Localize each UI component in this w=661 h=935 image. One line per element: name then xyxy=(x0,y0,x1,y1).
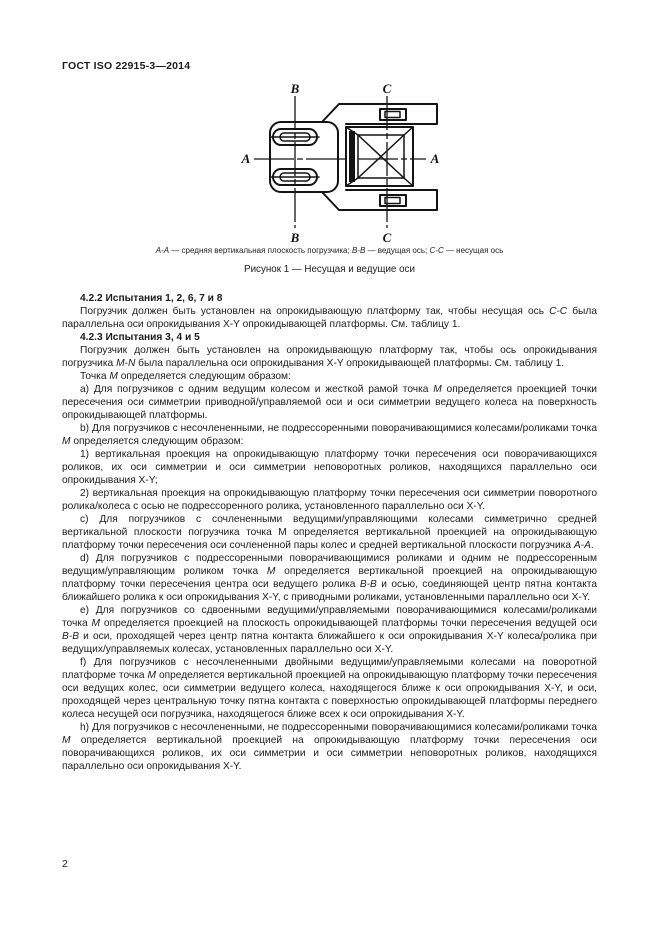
list-item-b-1: 1) вертикальная проекция на опрокидывающую платформу точки пересечения оси поворачивающихся роликов, их оси симметрии и оси симметрии неповоротных роликов, находящихся параллельно оси опрокидывания X-Y; xyxy=(62,449,597,486)
battery-bar xyxy=(349,131,355,182)
section-4-2-2-heading: 4.2.2 Испытания 1, 2, 6, 7 и 8 xyxy=(80,293,223,304)
truck-left-body xyxy=(270,122,338,192)
list-item-h: h) Для погрузчиков с несочлененными, не подрессоренными поворачивающимися колесами/роликами точка M определяется вертикальной проекцией на опрокидывающую платформу точки пересечения оси поворачивающихся роликов, их оси симметрии и оси симметрии неповоротных роликов, находящихся параллельно оси опрокидывания X-Y. xyxy=(62,722,597,772)
axis-label-c-top: C xyxy=(382,82,392,96)
carrying-wheel-bottom xyxy=(380,195,406,206)
page-number: 2 xyxy=(62,858,68,870)
list-item-b: b) Для погрузчиков с несочлененными, не подрессоренными поворачивающимися колесами/роликами точка M определяется следующим образом: xyxy=(62,423,597,447)
axis-label-b-top: B xyxy=(290,82,300,96)
section-4-2-3-heading: 4.2.3 Испытания 3, 4 и 5 xyxy=(80,332,200,343)
body-text xyxy=(62,292,597,773)
axis-label-c-bottom: C xyxy=(382,230,392,245)
figure-1-diagram xyxy=(238,82,443,247)
axis-label-b-bottom: B xyxy=(290,230,300,245)
axis-label-a-left: A xyxy=(241,151,251,166)
list-item-c: c) Для погрузчиков с сочлененными ведущими/управляющими колесами симметрично средней вертикальной плоскости погрузчика точка М определяется вертикальной проекцией на опрокидывающую платформу точки пересечения оси сочлененной пары колес и средней вертикальной плоскости погрузчика A-A. xyxy=(62,514,597,551)
section-4-2-3-text: Погрузчик должен быть установлен на опрокидывающую платформу так, чтобы ось опрокидывания погрузчика M-N была параллельна оси опрокидывания X-Y опрокидывающей платформы. См. таблицу 1. xyxy=(62,345,597,369)
list-item-e: e) Для погрузчиков со сдвоенными ведущими/управляемыми поворачивающимися колесами/роликами точка M определяется проекцией на плоскость опрокидывающей платформы точки пересечения ведущей оси B-B и оси, проходящей через центр пятна контакта ближайшего к оси опрокидывания X-Y колеса/ролика при ведущих/управляемых колесах, установленных параллельно оси X-Y. xyxy=(62,605,598,655)
figure-1 xyxy=(238,82,443,247)
document-header-gost-number: ГОСТ ISO 22915-3—2014 xyxy=(62,60,191,72)
figure-legend: A-A — средняя вертикальная плоскость погрузчика; B-B — ведущая ось; C-C — несущая ось xyxy=(155,246,504,255)
axis-label-a-right: A xyxy=(430,151,440,166)
section-4-2-2-text: Погрузчик должен быть установлен на опрокидывающую платформу так, чтобы несущая ось C-C была параллельна оси опрокидывания X-Y опрокидывающей платформы. См. таблицу 1. xyxy=(62,306,597,330)
list-item-b-2: 2) вертикальная проекция на опрокидывающую платформу точки пересечения оси симметрии поворотного ролика/колеса с осью не подрессоренного ролика, установленного параллельно оси X-Y. xyxy=(62,488,597,512)
list-item-d: d) Для погрузчиков с подрессоренными поворачивающимися роликами и одним не подрессоренным ведущим/управляющим роликом точка M определяется вертикальной проекцией на опрокидывающую платформу точки пересечения центра оси ведущего ролика B-B и осью, соединяющей центр пятна контакта ближайшего ролика к оси опрокидывания X-Y, с приводными роликами, установленными параллельно оси X-Y. xyxy=(62,553,597,603)
truck-right-body xyxy=(322,104,437,210)
carrying-wheel-top xyxy=(380,109,406,120)
power-unit-box xyxy=(346,127,413,186)
cross-brace-lines xyxy=(358,135,404,178)
figure-caption: Рисунок 1 — Несущая и ведущие оси xyxy=(244,264,415,275)
list-item-f: f) Для погрузчиков с несочлененными двойными ведущими/управляемыми колесами на поворотной платформе точка M определяется вертикальной проекцией на опрокидывающую платформу точки пересечения оси ведущих колес, оси симметрии ведущего колеса, находящегося ближе к оси опрокидывания X-Y, и оси, проходящей через центральную точку пятна контакта с поверхностью опрокидывающей платформы переднего колеса несущей оси погрузчика, находящегося ближе всех к оси опрокидывания X-Y. xyxy=(62,657,598,720)
list-item-a: a) Для погрузчиков с одним ведущим колесом и жесткой рамой точка M определяется проекцией точки пересечения оси симметрии приводной/управляемой оси и оси симметрии ведущего колеса на поверхность опрокидывающей платформы. xyxy=(62,384,597,421)
point-m-intro: Точка M определяется следующим образом: xyxy=(80,371,291,382)
